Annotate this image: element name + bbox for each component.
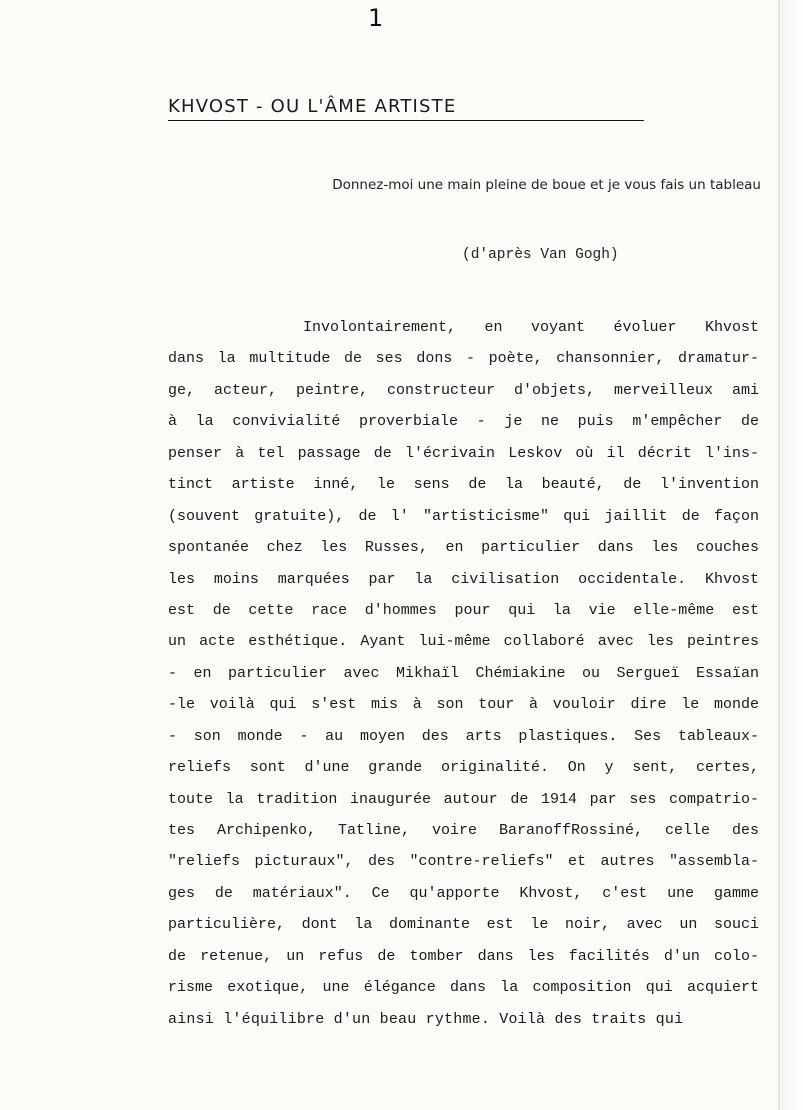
body-line: de retenue, un refus de tomber dans les facilités d'un colo- [168, 947, 759, 965]
body-line: tinct artiste inné, le sens de la beauté, de l'invention [168, 476, 759, 494]
body-line: spontanée chez les Russes, en particulier dans les couches [168, 539, 759, 557]
body-line: reliefs sont d'une grande originalité. On y sent, certes, [168, 759, 759, 777]
body-line: ges de matériaux". Ce qu'apporte Khvost, c'est une gamme [168, 884, 759, 902]
body-line: Involontairement, en voyant évoluer Khvost [303, 319, 759, 336]
page-number: 1 [368, 4, 384, 32]
body-line: les moins marquées par la civilisation occidentale. Khvost [168, 570, 759, 588]
body-line: toute la tradition inaugurée autour de 1914 par ses compatrio- [168, 790, 759, 808]
page-edge [780, 0, 803, 1110]
body-line: ainsi l'équilibre d'un beau rythme. Voilà des traits qui [168, 1010, 684, 1028]
body-line: risme exotique, une élégance dans la composition qui acquiert [168, 979, 759, 997]
body-line: -le voilà qui s'est mis à son tour à vouloir dire le monde [168, 696, 759, 714]
body-line: - son monde - au moyen des arts plastiques. Ses tableaux- [168, 727, 759, 745]
epigraph-quote: Donnez-moi une main pleine de boue et je vous fais un tableau [332, 177, 761, 193]
body-line: un acte esthétique. Ayant lui-même collaboré avec les peintres [168, 633, 759, 651]
body-line: tes Archipenko, Tatline, voire BaranoffRossiné, celle des [168, 822, 759, 839]
document-title: KHVOST - OU L'ÂME ARTISTE [168, 95, 644, 121]
epigraph-source: (d'après Van Gogh) [462, 247, 619, 263]
body-line: (souvent gratuite), de l' "artisticisme" qui jaillit de façon [168, 507, 759, 525]
body-line: "reliefs picturaux", des "contre-reliefs" et autres "assembla- [168, 853, 759, 871]
body-line: dans la multitude de ses dons - poète, chansonnier, dramatur- [168, 350, 759, 368]
body-line: penser à tel passage de l'écrivain Leskov où il décrit l'ins- [168, 444, 759, 462]
body-line: ge, acteur, peintre, constructeur d'objets, merveilleux ami [168, 381, 759, 399]
body-line: particulière, dont la dominante est le noir, avec un souci [168, 916, 759, 934]
body-line: - en particulier avec Mikhaïl Chémiakine ou Sergueï Essaïan [168, 664, 759, 682]
body-paragraph [168, 312, 759, 1035]
body-line: est de cette race d'hommes pour qui la vie elle-même est [168, 601, 759, 619]
body-line: à la convivialité proverbiale - je ne puis m'empêcher de [168, 413, 759, 431]
